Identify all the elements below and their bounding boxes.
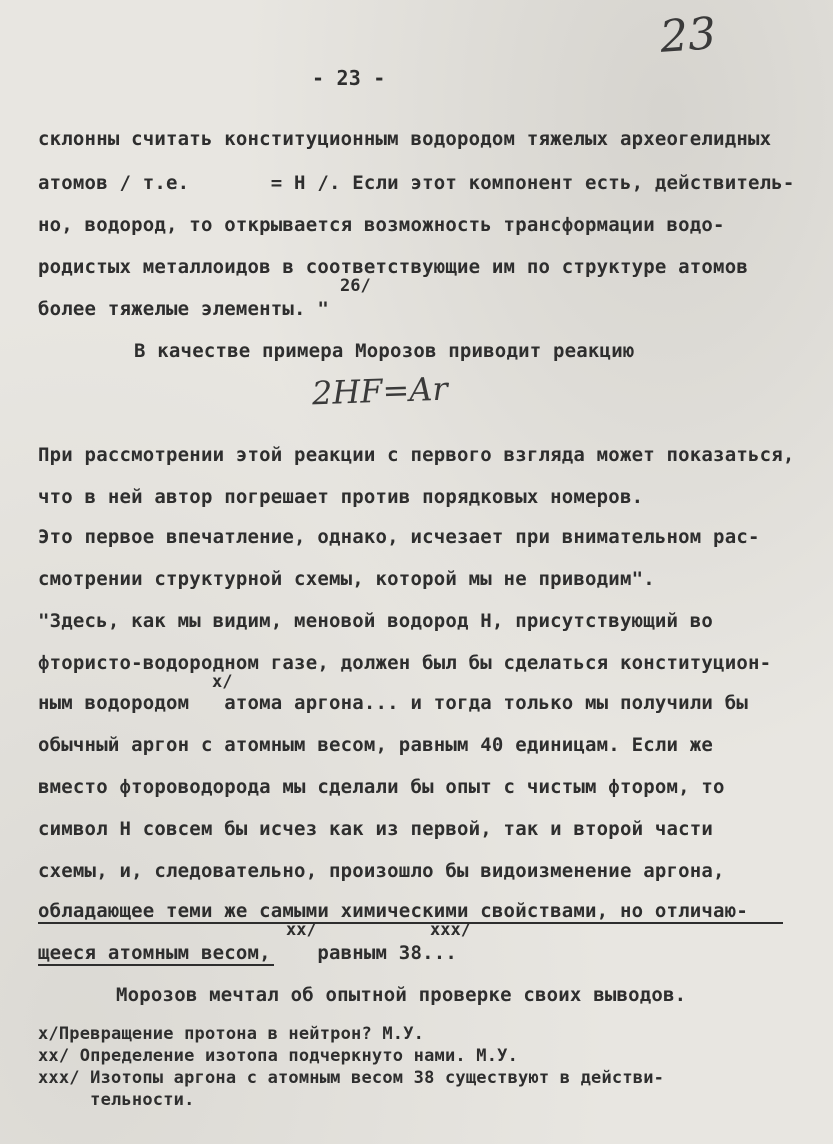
body-line: вместо фтороводорода мы сделали бы опыт с чистым фтором, то: [38, 776, 725, 798]
handwritten-formula: 2HF=Ar: [311, 369, 449, 413]
body-line: смотрении структурной схемы, которой мы не приводим".: [38, 568, 655, 590]
body-line: что в ней автор погрешает против порядковых номеров.: [38, 486, 644, 508]
body-line-underlined: обладающее теми же самыми химическими свойствами, но отличаю-: [38, 900, 748, 922]
footnote: x/Превращение протона в нейтрон? М.У.: [38, 1024, 425, 1044]
handwritten-page-number: 23: [658, 8, 718, 63]
body-line: символ Н совсем бы исчез как из первой, так и второй части: [38, 818, 714, 840]
body-line: При рассмотрении этой реакции с первого взгляда может показаться,: [38, 444, 795, 466]
underline: [38, 964, 274, 966]
reference-x: x/: [212, 672, 233, 692]
footnote: тельности.: [38, 1090, 195, 1110]
body-line: обычный аргон с атомным весом, равным 40 единицам. Если же: [38, 734, 714, 756]
body-line: "Здесь, как мы видим, меновой водород Н, присутствующий во: [38, 610, 714, 632]
body-line: фтористо-водородном газе, должен был бы сделаться конституцион-: [38, 652, 772, 674]
footnote: xx/ Определение изотопа подчеркнуто нами. М.У.: [38, 1046, 519, 1066]
reference-xxx: xxx/: [430, 920, 471, 940]
body-line: родистых металлоидов в соответствующие им по структуре атомов: [38, 256, 748, 278]
body-line: склонны считать конституционным водородом тяжелых археогелидных: [38, 128, 772, 150]
body-line: ным водородом атома аргона... и тогда только мы получили бы: [38, 692, 748, 714]
body-line: атомов / т.е. = Н /. Если этот компонент есть, действитель-: [38, 172, 795, 194]
reference-26: 26/: [340, 276, 371, 296]
body-line: В качестве примера Морозов приводит реакцию: [134, 340, 635, 362]
reference-xx: xx/: [286, 920, 317, 940]
body-line: но, водород, то открывается возможность трансформации водо-: [38, 214, 725, 236]
body-line: Это первое впечатление, однако, исчезает при внимательном рас-: [38, 526, 760, 548]
body-line: схемы, и, следовательно, произошло бы видоизменение аргона,: [38, 860, 725, 882]
body-line: Морозов мечтал об опытной проверке своих выводов.: [116, 984, 687, 1006]
body-line: более тяжелые элементы. ": [38, 298, 329, 320]
body-line-underlined: щееся атомным весом, равным 38...: [38, 942, 458, 964]
page-number: - 23 -: [312, 66, 386, 90]
footnote: xxx/ Изотопы аргона с атомным весом 38 существуют в действи-: [38, 1068, 665, 1088]
underline: [38, 922, 783, 924]
